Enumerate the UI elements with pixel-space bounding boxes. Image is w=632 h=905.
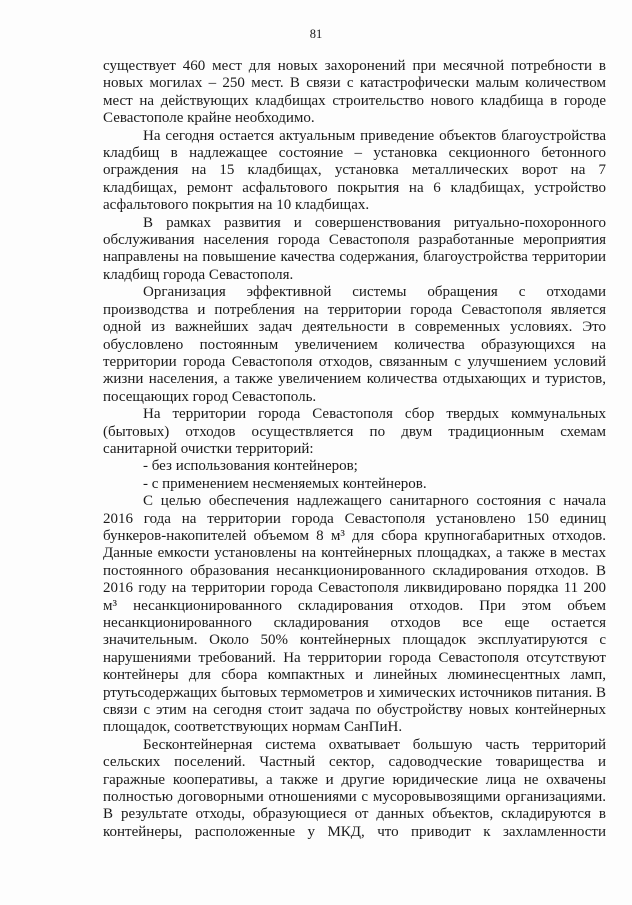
page-number: 81	[309, 27, 323, 41]
paragraph-containerless-system: Бесконтейнерная система охватывает большую часть территорий сельских поселений. Частный сектор, садоводческие товарищества и гаражные кооперативы, а также и другие юридические лица не охвачены полностью договорными отношениями с мусоровывозящими организациями. В результате отходы, образующиеся от данных объектов, складируются в контейнеры, расположенные у МКД, что приводит к захламленности	[103, 736, 606, 840]
document-body	[103, 58, 606, 841]
paragraph-cemetery-improvement: На сегодня остается актуальным приведение объектов благоустройства кладбищ в надлежащее состояние – установка секционного бетонного ограждения на 15 кладбищах, установка металлических ворот на 7 кладбищах, ремонт асфальтового покрытия на 6 кладбищах, устройство асфальтового покрытия на 10 кладбищах.	[103, 127, 606, 214]
paragraph-funeral-services: В рамках развития и совершенствования ритуально-похоронного обслуживания населения города Севастополя разработанные мероприятия направлены на повышение качества содержания, благоустройства территории кладбищ города Севастополя.	[103, 214, 606, 283]
list-item-without-containers: - без использования контейнеров;	[143, 458, 358, 475]
paragraph-waste-management: Организация эффективной системы обращения с отходами производства и потребления на территории города Севастополя является одной из важнейших задач деятельности в современных условиях. Это обусловлено постоянным увеличением количества образующихся на территории города Севастополя отходов, связанным с улучшением условий жизни населения, а также увеличением количества отдыхающих и туристов, посещающих город Севастополь.	[103, 284, 606, 405]
paragraph-cemetery-places: существует 460 мест для новых захоронений при месячной потребности в новых могилах – 250 мест. В связи с катастрофически малым количеством мест на действующих кладбищах строительство нового кладбища в городе Севастополе крайне необходимо.	[103, 58, 606, 127]
list-item-fixed-containers: - с применением несменяемых контейнеров.	[143, 475, 427, 492]
paragraph-waste-collection-schemes: На территории города Севастополя сбор твердых коммунальных (бытовых) отходов осуществляется по двум традиционным схемам санитарной очистки территорий:	[103, 406, 606, 457]
paragraph-sanitary-measures: С целью обеспечения надлежащего санитарного состояния с начала 2016 года на территории города Севастополя установлено 150 единиц бункеров-накопителей объемом 8 м³ для сбора крупногабаритных отходов. Данные емкости установлены на контейнерных площадках, а также в местах постоянного образования несанкционированного складирования отходов. В 2016 году на территории города Севастополя ликвидировано порядка 11 200 м³ несанкционированного складирования отходов. При этом объем несанкционированного складирования отходов все еще остается значительным. Около 50% контейнерных площадок эксплуатируются с нарушениями требований. На территории города Севастополя отсутствуют контейнеры для сбора компактных и линейных люминесцентных ламп, ртутьсодержащих бытовых термометров и химических источников питания. В связи с этим на сегодня стоит задача по обустройству новых контейнерных площадок, соответствующих нормам СанПиН.	[103, 493, 606, 736]
